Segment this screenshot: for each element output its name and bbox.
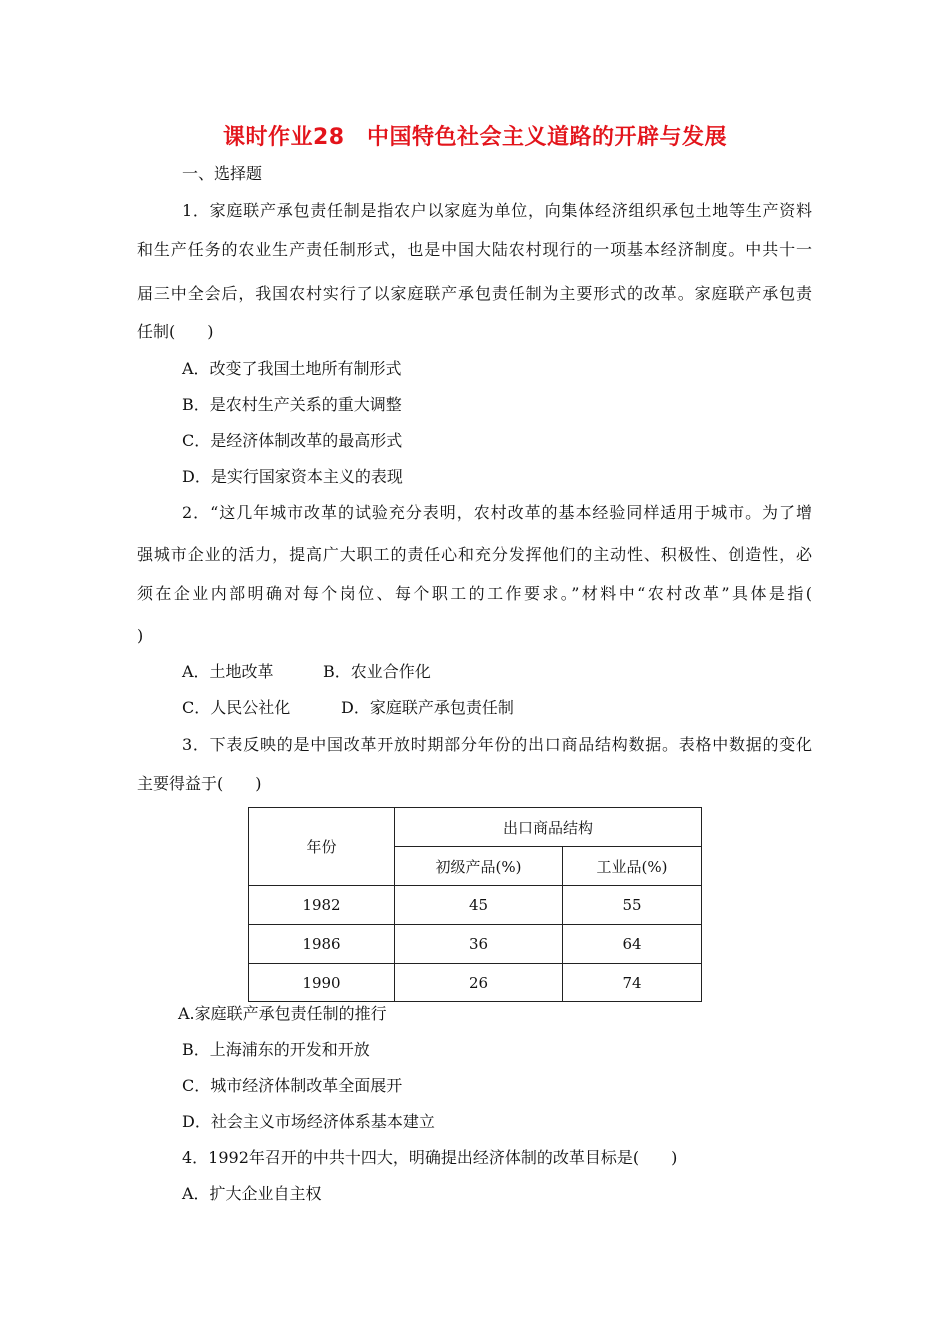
q1-option-a: A．改变了我国土地所有制形式 xyxy=(182,359,402,378)
document-title: 课时作业28 中国特色社会主义道路的开辟与发展 xyxy=(222,125,728,150)
q1-stem-line-4: 任制( ) xyxy=(137,322,214,341)
q1-option-c: C．是经济体制改革的最高形式 xyxy=(182,431,403,450)
table-header-export-structure: 出口商品结构 xyxy=(395,808,702,847)
table-cell-year: 1982 xyxy=(249,886,395,925)
q2-stem-line-3: 须在企业内部明确对每个岗位、每个职工的工作要求。”材料中“农村改革”具体是指( xyxy=(137,584,812,603)
table-cell-industrial: 74 xyxy=(563,964,702,1002)
q2-stem-line-2: 强城市企业的活力，提高广大职工的责任心和充分发挥他们的主动性、积极性、创造性，必 xyxy=(137,545,812,564)
q3-stem-line-2: 主要得益于( ) xyxy=(137,774,262,793)
q3-option-c: C．城市经济体制改革全面展开 xyxy=(182,1076,403,1095)
table-row xyxy=(249,964,702,1002)
table-header-year: 年份 xyxy=(249,808,395,886)
q1-stem-line-3: 届三中全会后，我国农村实行了以家庭联产承包责任制为主要形式的改革。家庭联产承包责 xyxy=(137,284,812,303)
q3-option-b: B．上海浦东的开发和开放 xyxy=(182,1040,370,1059)
q3-stem-line-1: 3．下表反映的是中国改革开放时期部分年份的出口商品结构数据。表格中数据的变化 xyxy=(182,735,812,754)
table-header-industrial-products: 工业品(%) xyxy=(563,847,702,886)
q2-option-d: D．家庭联产承包责任制 xyxy=(341,698,514,717)
q2-stem-line-4: ) xyxy=(137,626,144,645)
section-heading: 一、选择题 xyxy=(182,164,263,183)
q2-option-b: B．农业合作化 xyxy=(323,662,431,681)
table-cell-industrial: 55 xyxy=(563,886,702,925)
table-cell-primary: 26 xyxy=(395,964,563,1002)
q4-option-a: A．扩大企业自主权 xyxy=(182,1184,322,1203)
q4-stem-line-1: 4．1992年召开的中共十四大，明确提出经济体制的改革目标是( ) xyxy=(182,1148,678,1167)
q1-stem-line-2: 和生产任务的农业生产责任制形式，也是中国大陆农村现行的一项基本经济制度。中共十一 xyxy=(137,240,812,259)
table-cell-industrial: 64 xyxy=(563,925,702,964)
table-cell-year: 1990 xyxy=(249,964,395,1002)
table-cell-primary: 36 xyxy=(395,925,563,964)
q2-option-c: C．人民公社化 xyxy=(182,698,291,717)
q1-stem-line-1: 1．家庭联产承包责任制是指农户以家庭为单位，向集体经济组织承包土地等生产资料 xyxy=(182,201,812,220)
table-cell-year: 1986 xyxy=(249,925,395,964)
q3-option-a: A.家庭联产承包责任制的推行 xyxy=(178,1004,387,1023)
q1-option-b: B．是农村生产关系的重大调整 xyxy=(182,395,402,414)
table-header-primary-products: 初级产品(%) xyxy=(395,847,563,886)
table-row xyxy=(249,886,702,925)
table-cell-primary: 45 xyxy=(395,886,563,925)
q1-option-d: D．是实行国家资本主义的表现 xyxy=(182,467,403,486)
export-structure-table xyxy=(248,807,702,1002)
q2-option-a: A．土地改革 xyxy=(182,662,274,681)
q3-option-d: D．社会主义市场经济体系基本建立 xyxy=(182,1112,435,1131)
q2-stem-line-1: 2．“这几年城市改革的试验充分表明，农村改革的基本经验同样适用于城市。为了增 xyxy=(182,503,812,522)
table-row xyxy=(249,925,702,964)
